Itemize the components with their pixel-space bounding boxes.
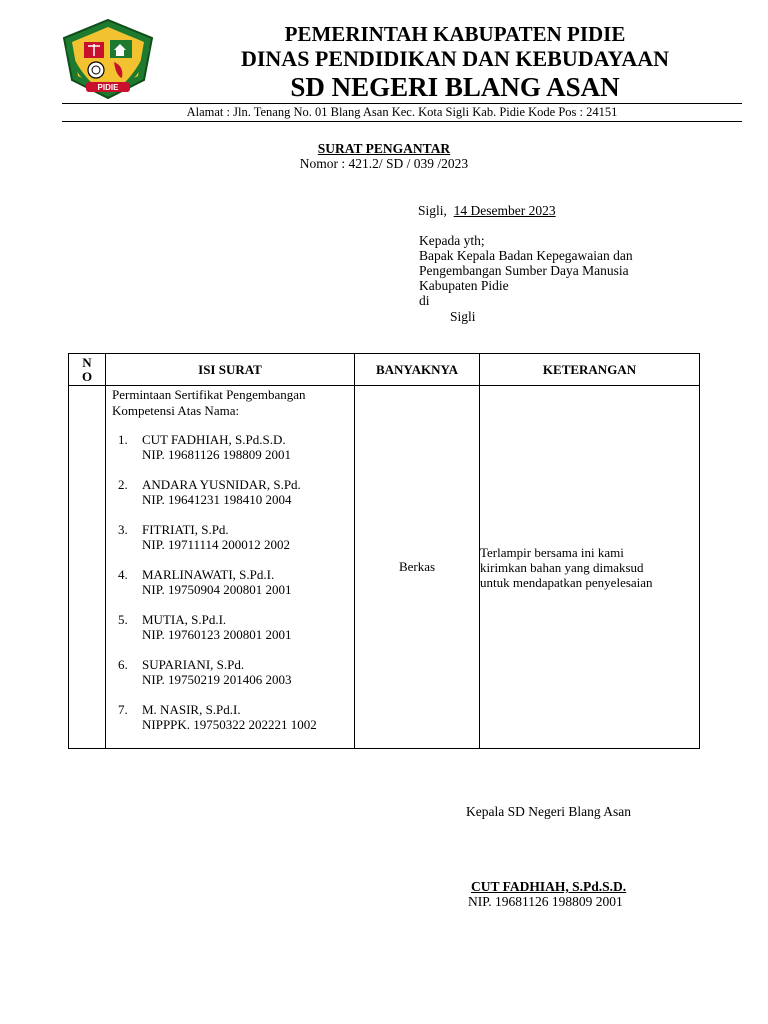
regency-logo [60,18,156,100]
person-nip: NIP. 19750904 200801 2001 [142,582,292,597]
person-nip: NIP. 19681126 198809 2001 [142,447,292,462]
recipient-line-3: Kabupaten Pidie [419,278,509,293]
person-list [112,432,348,732]
signature-name: CUT FADHIAH, S.Pd.S.D. [471,879,627,894]
letter-date [418,203,556,218]
cell-no [69,386,106,749]
person-nip: NIP. 19711114 200012 2002 [142,537,291,552]
list-item: 3. FITRIATI, S.Pd. NIP. 19711114 200012 2002 [112,522,348,552]
letter-number: Nomor : 421.2/ SD / 039 /2023 [299,156,469,171]
person-nip: NIPPPK. 19750322 202221 1002 [142,717,317,732]
list-item: 6. SUPARIANI, S.Pd. NIP. 19750219 201406 2003 [112,657,348,687]
keterangan-line-2: kirimkan bahan yang dimaksud [480,559,644,575]
person-name: ANDARA YUSNIDAR, S.Pd. [142,477,301,492]
list-item: 7. M. NASIR, S.Pd.I. NIPPPK. 19750322 202221 1002 [112,702,348,732]
header-no: N O [69,354,106,386]
person-name: MARLINAWATI, S.Pd.I. [142,567,275,582]
header-government: PEMERINTAH KABUPATEN PIDIE [284,22,626,46]
signature-nip: NIP. 19681126 198809 2001 [468,894,623,909]
signature-role: Kepala SD Negeri Blang Asan [466,804,631,819]
recipient-line-2: Pengembangan Sumber Daya Manusia [419,263,629,278]
intro-line-2: Kompetensi Atas Nama: [112,403,240,418]
recipient-label: Kepada yth; [419,233,485,248]
table-header-row [69,354,700,386]
person-name: CUT FADHIAH, S.Pd.S.D. [142,432,286,447]
person-nip: NIP. 19750219 201406 2003 [142,672,292,687]
list-item: 1. CUT FADHIAH, S.Pd.S.D. NIP. 19681126 198809 2001 [112,432,348,462]
letter-place: Sigli, [418,203,447,218]
person-name: MUTIA, S.Pd.I. [142,612,227,627]
keterangan-line-3: untuk mendapatkan penyelesaian [480,574,653,590]
person-name: SUPARIANI, S.Pd. [142,657,245,672]
cell-banyaknya: Berkas [355,386,480,749]
letter-table [68,353,700,749]
list-item: 5. MUTIA, S.Pd.I. NIP. 19760123 200801 2001 [112,612,348,642]
letter-date-value: 14 Desember 2023 [453,203,556,218]
recipient-di: di [419,293,430,308]
person-nip: NIP. 19641231 198410 2004 [142,492,292,507]
header-rule-top [62,103,742,104]
header-keterangan: KETERANGAN [480,354,700,386]
recipient-city: Sigli [450,309,476,324]
header-isi-surat: ISI SURAT [106,354,355,386]
person-name: M. NASIR, S.Pd.I. [142,702,241,717]
keterangan-line-1: Terlampir bersama ini kami [480,544,624,560]
logo-text: PIDIE [97,83,119,92]
cell-keterangan [480,386,700,749]
header-department: DINAS PENDIDIKAN DAN KEBUDAYAAN [240,46,670,71]
list-item: 4. MARLINAWATI, S.Pd.I. NIP. 19750904 200801 2001 [112,567,348,597]
header-banyaknya: BANYAKNYA [355,354,480,386]
person-name: FITRIATI, S.Pd. [142,522,229,537]
recipient-line-1: Bapak Kepala Badan Kepegawaian dan [419,248,633,263]
header-school: SD NEGERI BLANG ASAN [290,72,620,102]
person-nip: NIP. 19760123 200801 2001 [142,627,292,642]
list-item: 2. ANDARA YUSNIDAR, S.Pd. NIP. 19641231 198410 2004 [112,477,348,507]
cell-isi-surat [106,386,355,749]
letter-title: SURAT PENGANTAR [317,141,451,156]
table-row [69,386,700,749]
header-address: Alamat : Jln. Tenang No. 01 Blang Asan Kec. Kota Sigli Kab. Pidie Kode Pos : 24151 [186,105,618,119]
intro-line-1: Permintaan Sertifikat Pengembangan [112,387,306,402]
header-rule-bottom [62,121,742,122]
